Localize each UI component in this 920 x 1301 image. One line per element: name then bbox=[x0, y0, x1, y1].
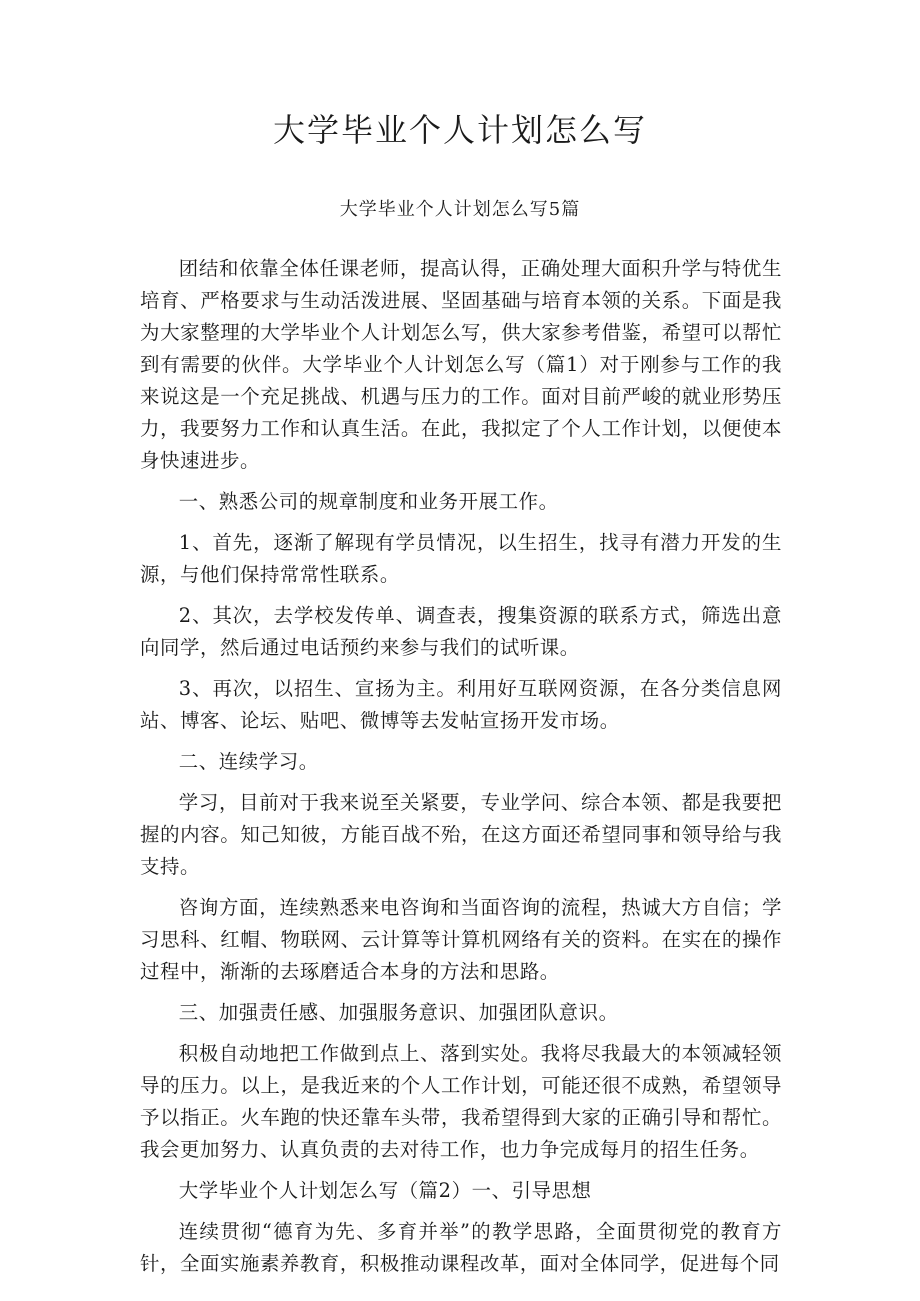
paragraph-section-3-heading: 三、加强责任感、加强服务意识、加强团队意识。 bbox=[178, 1001, 619, 1024]
document-title: 大学毕业个人计划怎么写 bbox=[272, 111, 647, 149]
paragraph-item-1: 1、首先，逐渐了解现有学员情况，以生招生，找寻有潜力开发的生源，与他们保持常常性联系。 bbox=[140, 531, 782, 586]
paragraph-part-2-heading: 大学毕业个人计划怎么写（篇2）一、引导思想 bbox=[178, 1179, 592, 1202]
paragraph-guiding-thought: 连续贯彻“德育为先、多育并举”的教学思路，全面贯彻党的教育方针，全面实施素养教育，积极推动课程改革，面对全体同学，促进每个同 bbox=[140, 1220, 782, 1275]
paragraph-closing: 积极自动地把工作做到点上、落到实处。我将尽我最大的本领减轻领导的压力。以上，是我近来的个人工作计划，可能还很不成熟，希望领导予以指正。火车跑的快还靠车头带，我希望得到大家的正确引导和帮忙。我会更加努力、认真负责的去对待工作，也力争完成每月的招生任务。 bbox=[140, 1042, 782, 1161]
document-subtitle: 大学毕业个人计划怎么写5篇 bbox=[339, 199, 581, 220]
paragraph-item-2: 2、其次，去学校发传单、调查表，搜集资源的联系方式，筛选出意向同学，然后通过电话预约来参与我们的试听课。 bbox=[140, 604, 782, 659]
paragraph-section-2-heading: 二、连续学习。 bbox=[178, 750, 319, 773]
paragraph-study: 学习，目前对于我来说至关紧要，专业学问、综合本领、都是我要把握的内容。知己知彼，方能百战不殆，在这方面还希望同事和领导给与我支持。 bbox=[140, 791, 782, 878]
paragraph-intro: 团结和依靠全体任课老师，提高认得，正确处理大面积升学与特优生培育、严格要求与生动活泼进展、坚固基础与培育本领的关系。下面是我为大家整理的大学毕业个人计划怎么写，供大家参考借鉴，希望可以帮忙到有需要的伙伴。大学毕业个人计划怎么写（篇1）对于刚参与工作的我来说这是一个充足挑战、机遇与压力的工作。面对目前严峻的就业形势压力，我要努力工作和认真生活。在此，我拟定了个人工作计划，以便使本身快速进步。 bbox=[140, 257, 782, 472]
paragraph-section-1-heading: 一、熟悉公司的规章制度和业务开展工作。 bbox=[178, 490, 559, 513]
paragraph-item-3: 3、再次，以招生、宣扬为主。利用好互联网资源，在各分类信息网站、博客、论坛、贴吧、微博等去发帖宣扬开发市场。 bbox=[140, 677, 782, 732]
paragraph-consult: 咨询方面，连续熟悉来电咨询和当面咨询的流程，热诚大方自信；学习思科、红帽、物联网、云计算等计算机网络有关的资料。在实在的操作过程中，渐渐的去琢磨适合本身的方法和思路。 bbox=[140, 896, 782, 983]
document-body bbox=[140, 253, 782, 1289]
